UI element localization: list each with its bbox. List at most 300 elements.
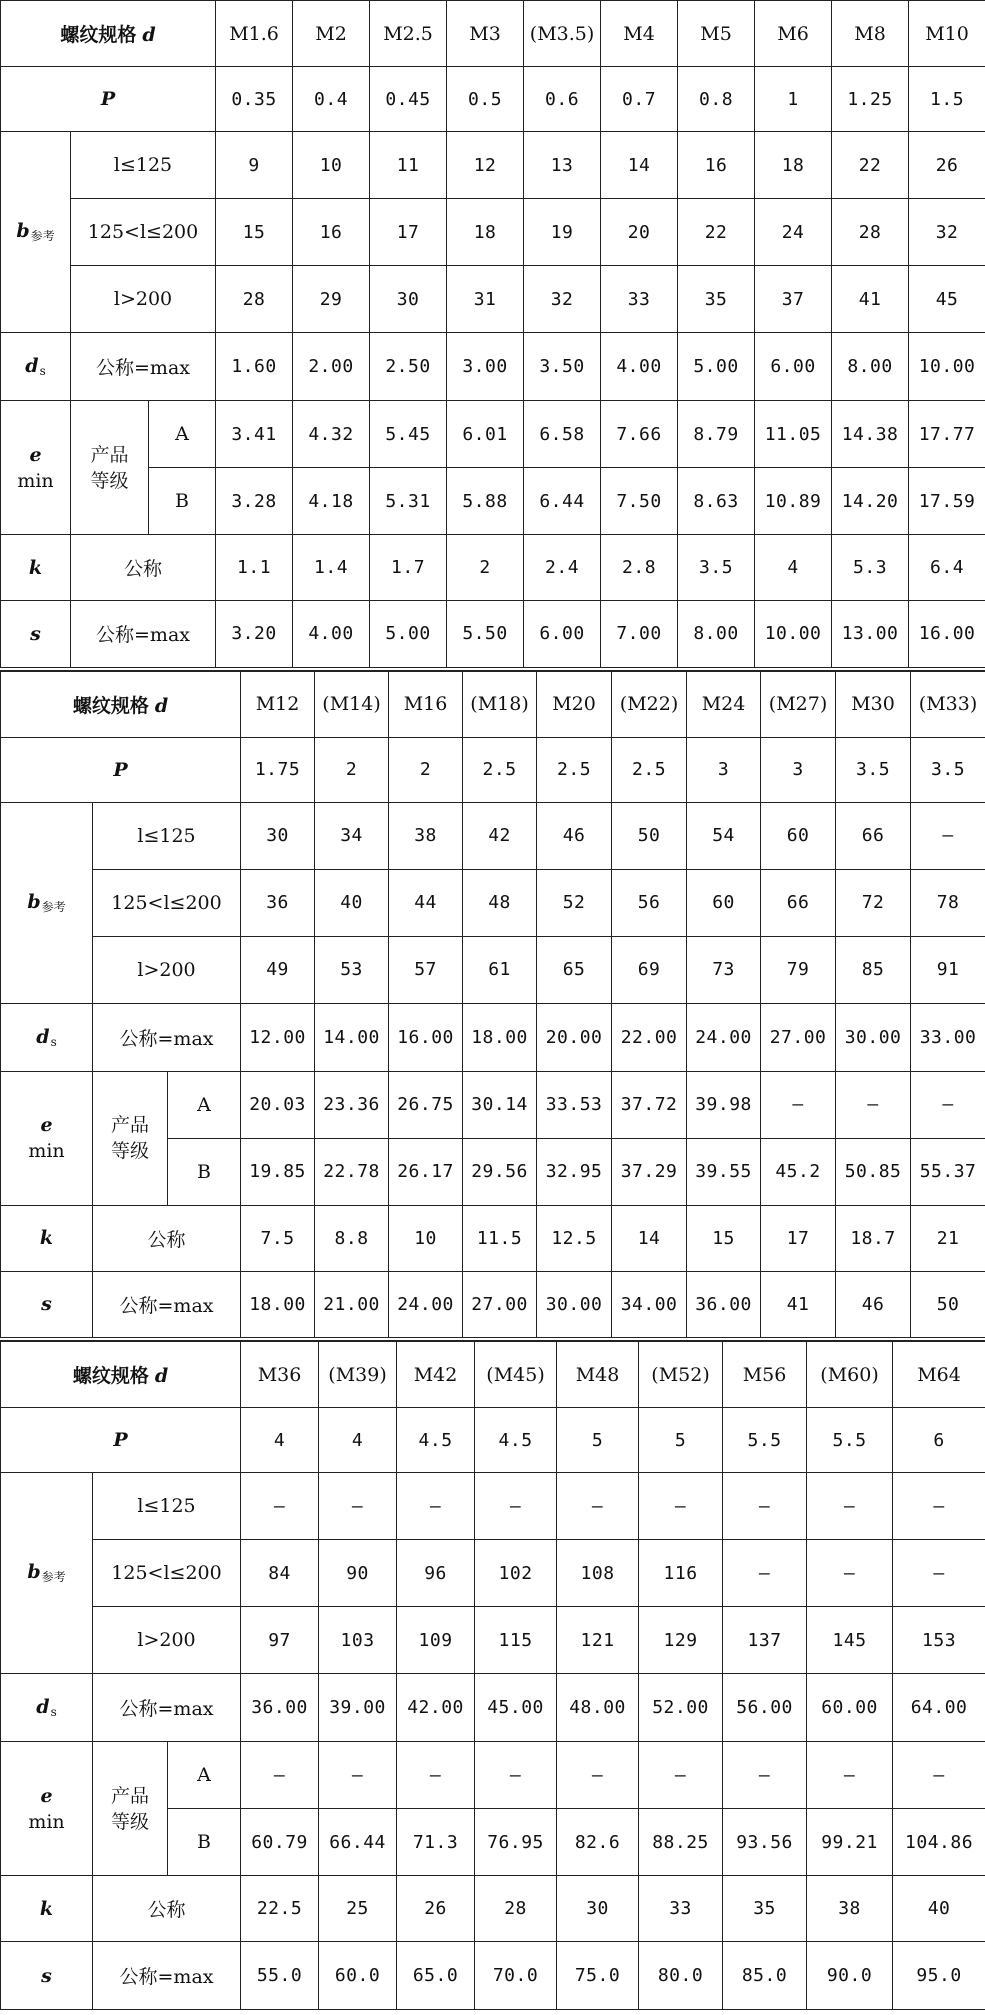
size-cell: M48 <box>557 1342 639 1408</box>
value-cell: 34 <box>315 802 389 869</box>
value-cell: 3.5 <box>678 535 755 601</box>
size-cell: (M18) <box>463 671 537 737</box>
nominal-label: 公称 <box>93 1876 241 1942</box>
s-row <box>1 601 985 669</box>
size-cell: M5 <box>678 1 755 67</box>
value-cell: 20 <box>601 199 678 266</box>
k-label: k <box>1 1205 93 1271</box>
value-cell: 30 <box>241 802 315 869</box>
value-cell: 16 <box>678 132 755 199</box>
grade-a-label: A <box>168 1071 241 1138</box>
value-cell: — <box>807 1540 893 1607</box>
b-l3-row <box>1 1607 985 1674</box>
size-cell: M16 <box>389 671 463 737</box>
nominal-max-label: 公称=max <box>93 1003 241 1071</box>
spec-table-1 <box>0 0 985 671</box>
value-cell: — <box>475 1473 557 1540</box>
k-label: k <box>1 1876 93 1942</box>
value-cell: 64.00 <box>893 1674 985 1742</box>
value-cell: 19 <box>524 199 601 266</box>
value-cell: 60.79 <box>241 1809 319 1876</box>
nominal-label: 公称 <box>71 535 216 601</box>
value-cell: 8.79 <box>678 401 755 468</box>
value-cell: — <box>893 1540 985 1607</box>
value-cell: 153 <box>893 1607 985 1674</box>
value-cell: — <box>639 1473 723 1540</box>
value-cell: 27.00 <box>463 1271 537 1339</box>
value-cell: 3.5 <box>911 737 985 802</box>
value-cell: 37.72 <box>612 1071 687 1138</box>
value-cell: 5 <box>557 1408 639 1473</box>
grade-b-label: B <box>149 468 216 535</box>
value-cell: 40 <box>893 1876 985 1942</box>
e-a-row <box>1 1071 985 1138</box>
value-cell: 45.2 <box>761 1138 836 1205</box>
s-label: s <box>1 601 71 669</box>
value-cell: 1.7 <box>370 535 447 601</box>
value-cell: 3.28 <box>216 468 293 535</box>
value-cell: 4.18 <box>293 468 370 535</box>
value-cell: 3.5 <box>836 737 911 802</box>
size-cell: M36 <box>241 1342 319 1408</box>
size-cell: M8 <box>832 1 909 67</box>
b-l1-row <box>1 802 985 869</box>
value-cell: 14.20 <box>832 468 909 535</box>
value-cell: 0.8 <box>678 67 755 132</box>
length-condition: l>200 <box>71 266 216 333</box>
value-cell: — <box>397 1742 475 1809</box>
value-cell: 1.60 <box>216 333 293 401</box>
value-cell: 40 <box>315 869 389 936</box>
value-cell: 26 <box>397 1876 475 1942</box>
value-cell: — <box>475 1742 557 1809</box>
value-cell: 17 <box>370 199 447 266</box>
value-cell: 60.00 <box>807 1674 893 1742</box>
value-cell: 5.50 <box>447 601 524 669</box>
e-min-label: e min <box>1 1742 93 1876</box>
value-cell: — <box>911 802 985 869</box>
size-cell: (M52) <box>639 1342 723 1408</box>
b-l1-row <box>1 1473 985 1540</box>
value-cell: 7.50 <box>601 468 678 535</box>
value-cell: 12.00 <box>241 1003 315 1071</box>
value-cell: 17.59 <box>909 468 985 535</box>
value-cell: 79 <box>761 936 836 1003</box>
value-cell: 6 <box>893 1408 985 1473</box>
value-cell: 54 <box>687 802 761 869</box>
value-cell: 37.29 <box>612 1138 687 1205</box>
value-cell: 4 <box>319 1408 397 1473</box>
k-label: k <box>1 535 71 601</box>
value-cell: 25 <box>319 1876 397 1942</box>
value-cell: 33.00 <box>911 1003 985 1071</box>
value-cell: 36 <box>241 869 315 936</box>
value-cell: 52.00 <box>639 1674 723 1742</box>
value-cell: 22 <box>832 132 909 199</box>
value-cell: 5.00 <box>678 333 755 401</box>
value-cell: 99.21 <box>807 1809 893 1876</box>
value-cell: 30.00 <box>537 1271 612 1339</box>
value-cell: 50 <box>612 802 687 869</box>
value-cell: 8.63 <box>678 468 755 535</box>
value-cell: 0.35 <box>216 67 293 132</box>
value-cell: 14.38 <box>832 401 909 468</box>
value-cell: 7.66 <box>601 401 678 468</box>
value-cell: 2 <box>447 535 524 601</box>
size-cell: M20 <box>537 671 612 737</box>
value-cell: 32.95 <box>537 1138 612 1205</box>
e-a-row <box>1 1742 985 1809</box>
value-cell: 26 <box>909 132 985 199</box>
size-cell: M56 <box>723 1342 807 1408</box>
size-cell: (M33) <box>911 671 985 737</box>
value-cell: 66 <box>761 869 836 936</box>
value-cell: 85.0 <box>723 1942 807 2010</box>
value-cell: 11 <box>370 132 447 199</box>
value-cell: 8.8 <box>315 1205 389 1271</box>
value-cell: 30 <box>370 266 447 333</box>
value-cell: 24.00 <box>389 1271 463 1339</box>
ds-label: $d_s$ <box>1 333 71 401</box>
value-cell: 32 <box>524 266 601 333</box>
thread-spec-row <box>1 671 985 737</box>
size-cell: (M45) <box>475 1342 557 1408</box>
value-cell: 26.75 <box>389 1071 463 1138</box>
value-cell: 7.5 <box>241 1205 315 1271</box>
value-cell: 145 <box>807 1607 893 1674</box>
value-cell: 53 <box>315 936 389 1003</box>
value-cell: 0.4 <box>293 67 370 132</box>
value-cell: 1.1 <box>216 535 293 601</box>
value-cell: — <box>807 1473 893 1540</box>
b-ref-label: $b_{参考}$ <box>1 802 93 1003</box>
value-cell: 28 <box>216 266 293 333</box>
value-cell: 0.7 <box>601 67 678 132</box>
size-cell: M42 <box>397 1342 475 1408</box>
value-cell: 1.5 <box>909 67 985 132</box>
value-cell: 6.58 <box>524 401 601 468</box>
size-cell: M24 <box>687 671 761 737</box>
value-cell: 88.25 <box>639 1809 723 1876</box>
value-cell: 22 <box>678 199 755 266</box>
value-cell: 3.50 <box>524 333 601 401</box>
value-cell: — <box>639 1742 723 1809</box>
value-cell: 60 <box>687 869 761 936</box>
size-cell: (M14) <box>315 671 389 737</box>
value-cell: — <box>836 1071 911 1138</box>
value-cell: 52 <box>537 869 612 936</box>
b-l2-row <box>1 1540 985 1607</box>
value-cell: 4 <box>241 1408 319 1473</box>
value-cell: 14.00 <box>315 1003 389 1071</box>
b-l2-row <box>1 869 985 936</box>
value-cell: 18.7 <box>836 1205 911 1271</box>
grade-a-label: A <box>149 401 216 468</box>
nominal-max-label: 公称=max <box>71 601 216 669</box>
value-cell: 78 <box>911 869 985 936</box>
e-min-label: e min <box>1 1071 93 1205</box>
value-cell: 0.45 <box>370 67 447 132</box>
size-cell: (M3.5) <box>524 1 601 67</box>
value-cell: 37 <box>755 266 832 333</box>
value-cell: 16.00 <box>909 601 985 669</box>
value-cell: — <box>893 1473 985 1540</box>
value-cell: 41 <box>761 1271 836 1339</box>
length-condition: 125<l≤200 <box>93 1540 241 1607</box>
length-condition: l≤125 <box>93 1473 241 1540</box>
value-cell: 56.00 <box>723 1674 807 1742</box>
k-row <box>1 1205 985 1271</box>
value-cell: 129 <box>639 1607 723 1674</box>
value-cell: 26.17 <box>389 1138 463 1205</box>
value-cell: 2.8 <box>601 535 678 601</box>
value-cell: 35 <box>723 1876 807 1942</box>
nominal-max-label: 公称=max <box>93 1674 241 1742</box>
value-cell: 6.00 <box>524 601 601 669</box>
value-cell: 3 <box>761 737 836 802</box>
length-condition: l≤125 <box>93 802 241 869</box>
value-cell: — <box>893 1742 985 1809</box>
size-cell: M6 <box>755 1 832 67</box>
value-cell: 109 <box>397 1607 475 1674</box>
value-cell: 36.00 <box>687 1271 761 1339</box>
thread-spec-label: 螺纹规格 d <box>1 1 216 67</box>
value-cell: 13 <box>524 132 601 199</box>
length-condition: l≤125 <box>71 132 216 199</box>
value-cell: 41 <box>832 266 909 333</box>
value-cell: 66.44 <box>319 1809 397 1876</box>
value-cell: 3.20 <box>216 601 293 669</box>
value-cell: 56 <box>612 869 687 936</box>
product-grade-label: 产品 等级 <box>71 401 149 535</box>
value-cell: 69 <box>612 936 687 1003</box>
pitch-label: P <box>1 67 216 132</box>
value-cell: 24.00 <box>687 1003 761 1071</box>
value-cell: 42 <box>463 802 537 869</box>
value-cell: 33 <box>601 266 678 333</box>
e-b-row <box>1 468 985 535</box>
value-cell: 10 <box>389 1205 463 1271</box>
value-cell: 24 <box>755 199 832 266</box>
b-l3-row <box>1 936 985 1003</box>
value-cell: 35 <box>678 266 755 333</box>
value-cell: 50.85 <box>836 1138 911 1205</box>
value-cell: 20.03 <box>241 1071 315 1138</box>
value-cell: 39.98 <box>687 1071 761 1138</box>
value-cell: 70.0 <box>475 1942 557 2010</box>
length-condition: 125<l≤200 <box>93 869 241 936</box>
value-cell: 8.00 <box>832 333 909 401</box>
size-cell: (M22) <box>612 671 687 737</box>
size-cell: M4 <box>601 1 678 67</box>
length-condition: l>200 <box>93 936 241 1003</box>
value-cell: 32 <box>909 199 985 266</box>
thread-spec-label: 螺纹规格 d <box>1 1342 241 1408</box>
value-cell: 5 <box>639 1408 723 1473</box>
nominal-max-label: 公称=max <box>93 1271 241 1339</box>
value-cell: 42.00 <box>397 1674 475 1742</box>
value-cell: 5.3 <box>832 535 909 601</box>
value-cell: 1.25 <box>832 67 909 132</box>
value-cell: 95.0 <box>893 1942 985 2010</box>
value-cell: 1.4 <box>293 535 370 601</box>
value-cell: 46 <box>836 1271 911 1339</box>
value-cell: 137 <box>723 1607 807 1674</box>
value-cell: 20.00 <box>537 1003 612 1071</box>
product-grade-label: 产品 等级 <box>93 1742 168 1876</box>
value-cell: 21 <box>911 1205 985 1271</box>
thread-spec-row <box>1 1342 985 1408</box>
value-cell: 90 <box>319 1540 397 1607</box>
value-cell: 48.00 <box>557 1674 639 1742</box>
value-cell: 39.00 <box>319 1674 397 1742</box>
value-cell: 18.00 <box>241 1271 315 1339</box>
value-cell: 50 <box>911 1271 985 1339</box>
value-cell: — <box>723 1473 807 1540</box>
value-cell: 33 <box>639 1876 723 1942</box>
value-cell: 10.00 <box>755 601 832 669</box>
value-cell: 23.36 <box>315 1071 389 1138</box>
length-condition: l>200 <box>93 1607 241 1674</box>
value-cell: — <box>807 1742 893 1809</box>
ds-row <box>1 1003 985 1071</box>
value-cell: — <box>241 1742 319 1809</box>
value-cell: 3.00 <box>447 333 524 401</box>
value-cell: 2 <box>315 737 389 802</box>
value-cell: 48 <box>463 869 537 936</box>
value-cell: 2 <box>389 737 463 802</box>
value-cell: 10.00 <box>909 333 985 401</box>
value-cell: 104.86 <box>893 1809 985 1876</box>
value-cell: 108 <box>557 1540 639 1607</box>
pitch-row <box>1 1408 985 1473</box>
value-cell: 6.4 <box>909 535 985 601</box>
value-cell: 60.0 <box>319 1942 397 2010</box>
value-cell: 1 <box>755 67 832 132</box>
value-cell: 66 <box>836 802 911 869</box>
size-cell: M10 <box>909 1 985 67</box>
value-cell: — <box>319 1473 397 1540</box>
value-cell: 13.00 <box>832 601 909 669</box>
value-cell: 12 <box>447 132 524 199</box>
value-cell: 60 <box>761 802 836 869</box>
value-cell: — <box>557 1473 639 1540</box>
value-cell: 4.00 <box>601 333 678 401</box>
e-min-label: e min <box>1 401 71 535</box>
value-cell: — <box>319 1742 397 1809</box>
value-cell: 9 <box>216 132 293 199</box>
b-ref-label: $b_{参考}$ <box>1 1473 93 1674</box>
pitch-row <box>1 67 985 132</box>
value-cell: — <box>241 1473 319 1540</box>
b-l1-row <box>1 132 985 199</box>
b-l3-row <box>1 266 985 333</box>
value-cell: 57 <box>389 936 463 1003</box>
value-cell: 36.00 <box>241 1674 319 1742</box>
value-cell: 61 <box>463 936 537 1003</box>
value-cell: 21.00 <box>315 1271 389 1339</box>
value-cell: 82.6 <box>557 1809 639 1876</box>
b-ref-label: $b_{参考}$ <box>1 132 71 333</box>
value-cell: 5.00 <box>370 601 447 669</box>
size-cell: M2.5 <box>370 1 447 67</box>
value-cell: 22.5 <box>241 1876 319 1942</box>
value-cell: 102 <box>475 1540 557 1607</box>
value-cell: — <box>761 1071 836 1138</box>
value-cell: 71.3 <box>397 1809 475 1876</box>
value-cell: 15 <box>687 1205 761 1271</box>
value-cell: 93.56 <box>723 1809 807 1876</box>
size-cell: (M60) <box>807 1342 893 1408</box>
size-cell: (M39) <box>319 1342 397 1408</box>
value-cell: 1.75 <box>241 737 315 802</box>
s-label: s <box>1 1271 93 1339</box>
value-cell: 4.5 <box>475 1408 557 1473</box>
value-cell: 11.5 <box>463 1205 537 1271</box>
value-cell: 5.31 <box>370 468 447 535</box>
value-cell: 0.6 <box>524 67 601 132</box>
value-cell: 39.55 <box>687 1138 761 1205</box>
s-row <box>1 1942 985 2010</box>
value-cell: 18 <box>755 132 832 199</box>
value-cell: 55.37 <box>911 1138 985 1205</box>
value-cell: 15 <box>216 199 293 266</box>
value-cell: 4.00 <box>293 601 370 669</box>
value-cell: 30 <box>557 1876 639 1942</box>
value-cell: 49 <box>241 936 315 1003</box>
value-cell: 7.00 <box>601 601 678 669</box>
value-cell: — <box>557 1742 639 1809</box>
value-cell: 72 <box>836 869 911 936</box>
value-cell: 16.00 <box>389 1003 463 1071</box>
value-cell: 4 <box>755 535 832 601</box>
value-cell: 91 <box>911 936 985 1003</box>
value-cell: 5.5 <box>723 1408 807 1473</box>
s-label: s <box>1 1942 93 2010</box>
value-cell: 38 <box>807 1876 893 1942</box>
value-cell: 29 <box>293 266 370 333</box>
length-condition: 125<l≤200 <box>71 199 216 266</box>
value-cell: — <box>723 1540 807 1607</box>
value-cell: 44 <box>389 869 463 936</box>
k-row <box>1 535 985 601</box>
value-cell: 85 <box>836 936 911 1003</box>
value-cell: 11.05 <box>755 401 832 468</box>
ds-row <box>1 1674 985 1742</box>
value-cell: 75.0 <box>557 1942 639 2010</box>
e-a-row <box>1 401 985 468</box>
value-cell: 19.85 <box>241 1138 315 1205</box>
value-cell: — <box>397 1473 475 1540</box>
value-cell: 10 <box>293 132 370 199</box>
value-cell: 96 <box>397 1540 475 1607</box>
value-cell: 4.32 <box>293 401 370 468</box>
value-cell: 2.5 <box>537 737 612 802</box>
size-cell: M12 <box>241 671 315 737</box>
value-cell: 27.00 <box>761 1003 836 1071</box>
nominal-label: 公称 <box>93 1205 241 1271</box>
value-cell: 0.5 <box>447 67 524 132</box>
value-cell: 30.14 <box>463 1071 537 1138</box>
value-cell: 30.00 <box>836 1003 911 1071</box>
value-cell: 80.0 <box>639 1942 723 2010</box>
value-cell: 3 <box>687 737 761 802</box>
pitch-label: P <box>1 1408 241 1473</box>
value-cell: 46 <box>537 802 612 869</box>
value-cell: 6.01 <box>447 401 524 468</box>
value-cell: 3.41 <box>216 401 293 468</box>
value-cell: 45.00 <box>475 1674 557 1742</box>
